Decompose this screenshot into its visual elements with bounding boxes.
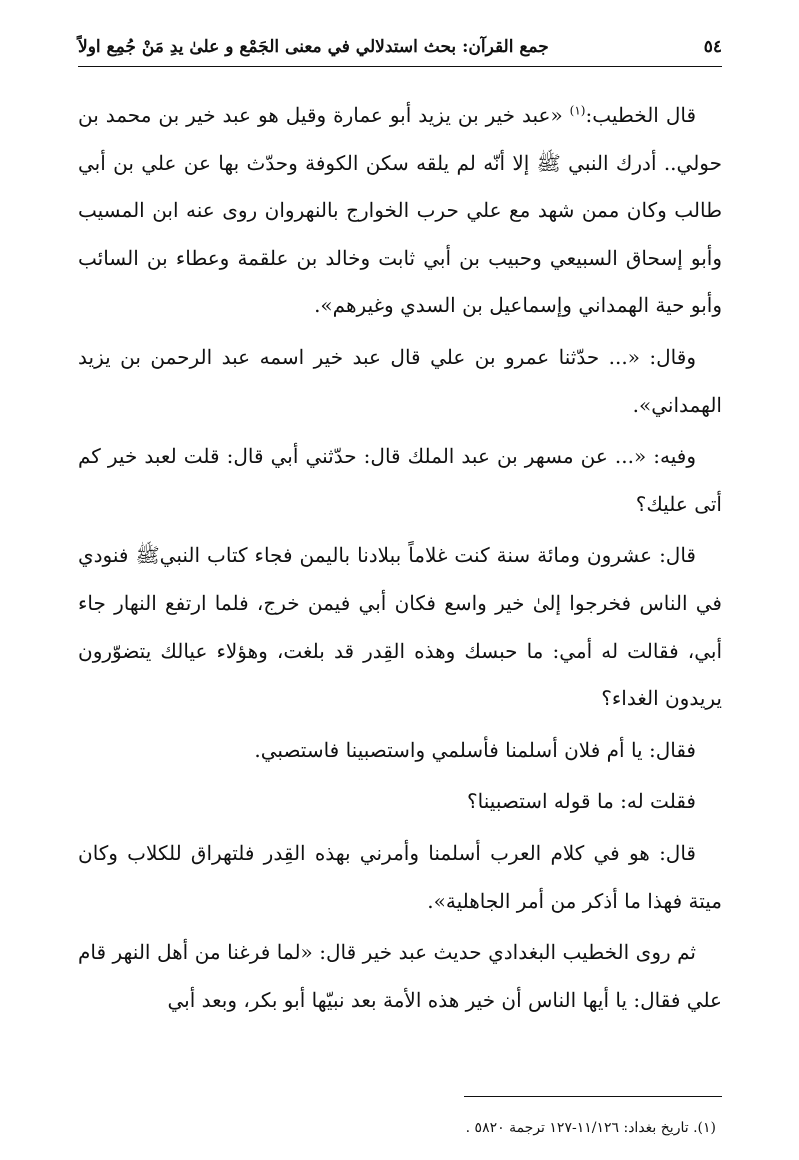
paragraph-1-lead: قال الخطيب: (585, 103, 697, 127)
paragraph-2: وقال: «... حدّثنا عمرو بن علي قال عبد خير اسمه عبد الرحمن بن يزيد الهمداني». (78, 344, 722, 417)
page-number: ٥٤ (703, 37, 722, 57)
paragraph-6: فقلت له: ما قوله استصبينا؟ (467, 789, 696, 814)
paragraph-4: قال: عشرون ومائة سنة كنت غلاماً ببلادنا باليمن فجاء كتاب النبيﷺ فنودي في الناس فخرجوا إلىٰ خير واسع فكان أبي فيمن خرج، فلما ارتفع النهار جاء أبي، فقالت له أمي: ما حبسك وهذه القِدر قد بلغت، وهؤلاء عيالك يتضوّرون يريدون الغداء؟ (78, 543, 722, 711)
paragraph-1-rest: «عبد خير بن يزيد أبو عمارة وقيل هو عبد خير بن محمد بن حولي.. أدرك النبي ﷺ إلا أنّه لم يلقه سكن الكوفة وحدّث بها عن علي بن أبي طالب وكان ممن شهد مع علي حرب الخوارج بالنهروان روى عنه ابن المسيب وأبو إسحاق السبيعي وحبيب بن أبي ثابت وخالد بن علقمة وعطاء بن السائب وأبو حية الهمداني وإسماعيل بن السدي وغيرهم». (78, 103, 722, 318)
paragraph-8: ثم روى الخطيب البغدادي حديث عبد خير قال: «لما فرغنا من أهل النهر قام علي فقال: يا أيها الناس أن خير هذه الأمة بعد نبيّها أبو بكر، وبعد أبي (78, 940, 722, 1012)
paragraph-7: قال: هو في كلام العرب أسلمنا وأمرني بهذه القِدر فلتهراق للكلاب وكان ميتة فهذا ما أذكر من أمر الجاهلية». (78, 840, 722, 913)
footnote-rule (464, 1096, 722, 1097)
footnote-1: (١). تاريخ بغداد: ١١/١٢٦-١٢٧ ترجمة ٥٨٢٠ . (465, 1120, 716, 1136)
paragraph-5: فقال: يا أم فلان أسلمنا فأسلمي واستصبينا فاستصبي. (254, 737, 696, 762)
footnote-reference-1[interactable]: (١) (569, 103, 586, 118)
body-text (78, 92, 722, 1028)
running-header (78, 30, 722, 64)
header-rule (78, 66, 722, 67)
running-title: جمع القرآن: بحث استدلالي في معنى الجَمْع و علىٰ يدِ مَنْ جُمِع اولاً (78, 37, 549, 57)
paragraph-1 (78, 92, 722, 330)
paragraph-3: وفيه: «... عن مسهر بن عبد الملك قال: حدّثني أبي قال: قلت لعبد خير كم أتى عليك؟ (78, 444, 722, 516)
